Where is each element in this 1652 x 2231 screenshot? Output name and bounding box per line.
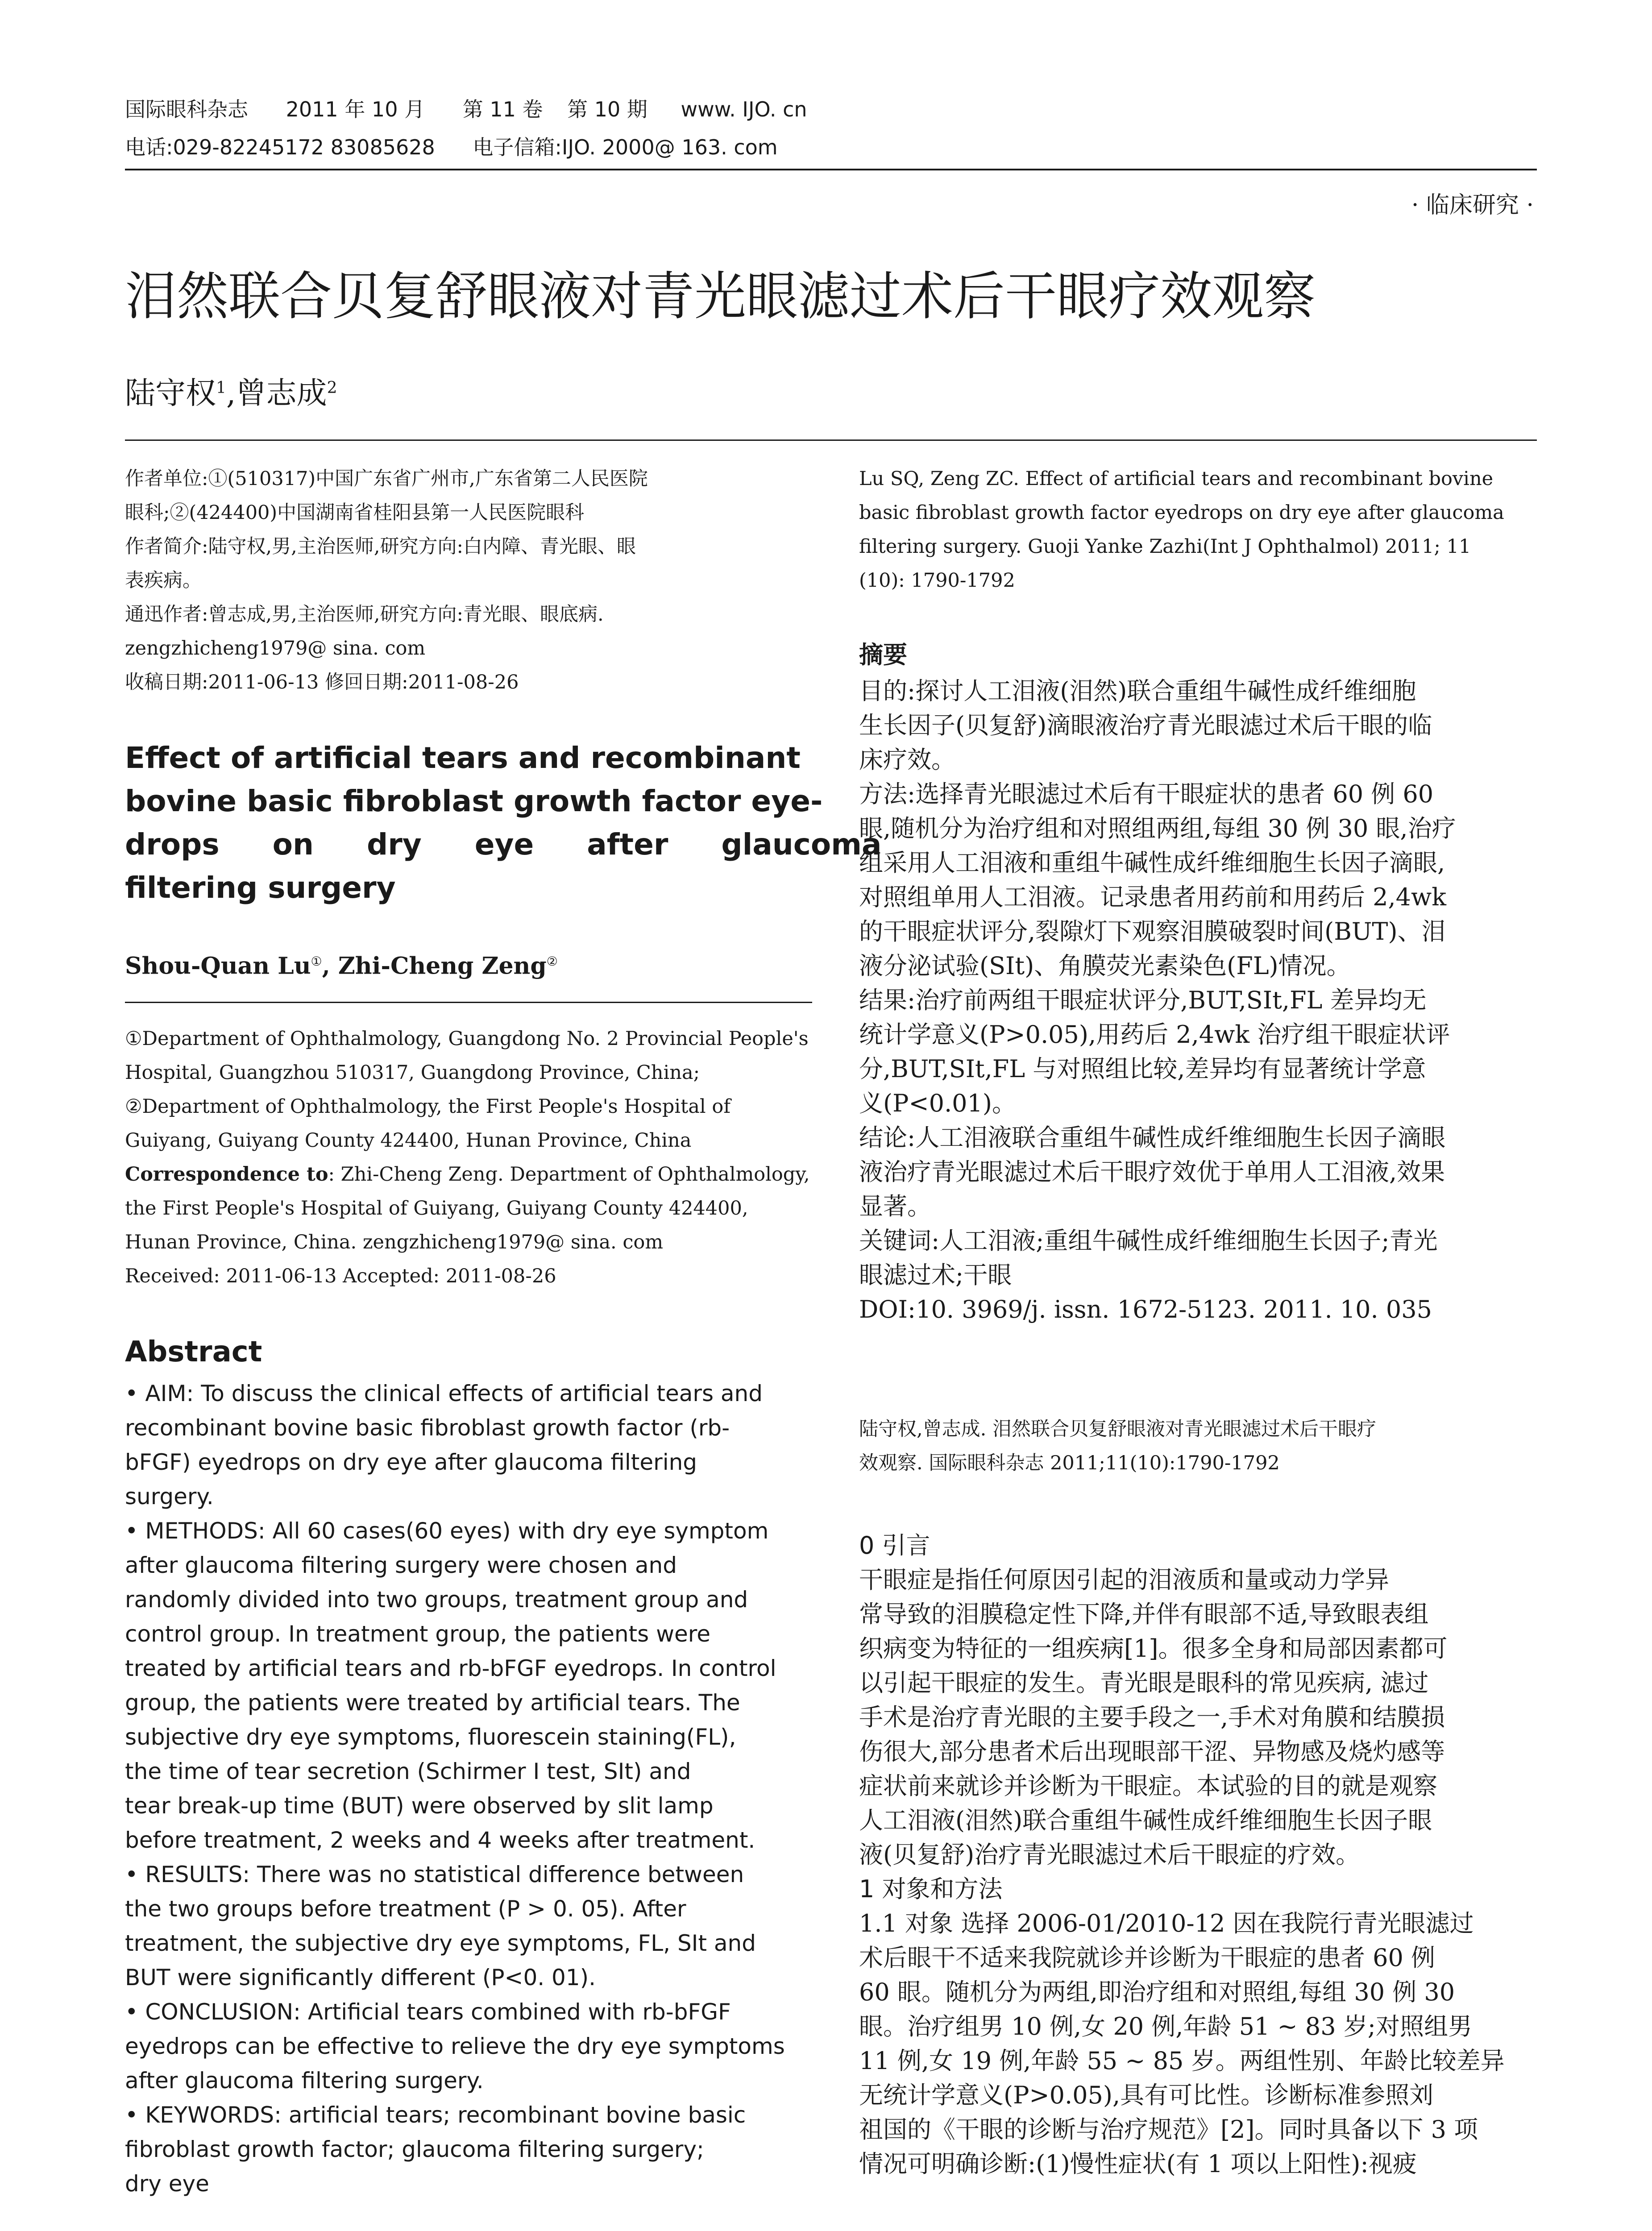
correspondence-line: Hunan Province, China. zengzhicheng1979@ sina. com (125, 1231, 664, 1253)
abstract-line: surgery. (125, 1484, 214, 1509)
abstract-cn-line: 生长因子(贝复舒)滴眼液治疗青光眼滤过术后干眼的临 (859, 711, 1432, 739)
abstract-line: before treatment, 2 weeks and 4 weeks after treatment. (125, 1827, 755, 1853)
author-1-en: Shou-Quan Lu (125, 952, 311, 980)
intro-line: 织病变为特征的一组疾病[1]。很多全身和局部因素都可 (859, 1634, 1448, 1663)
abstract-cn-line: 分,BUT,SⅠt,FL 与对照组比较,差异均有显著统计学意 (859, 1055, 1426, 1083)
methods-heading: 1 对象和方法 (859, 1875, 1003, 1903)
journal-header-line1 (125, 96, 838, 123)
abstract-cn-line: 组采用人工泪液和重组牛碱性成纤维细胞生长因子滴眼, (859, 849, 1445, 877)
citation-line: (10): 1790-1792 (859, 569, 1015, 592)
abstract-line: • KEYWORDS: artificial tears; recombinant bovine basic (125, 2102, 746, 2128)
abstract-line: recombinant bovine basic fibroblast growth factor (rb- (125, 1415, 730, 1441)
website: www. IJO. cn (681, 97, 807, 121)
methods-line: 眼。治疗组男 10 例,女 20 例,年龄 51 ~ 83 岁;对照组男 (859, 2012, 1472, 2040)
correspondence-line: Correspondence to: Zhi-Cheng Zeng. Department of Ophthalmology, (125, 1163, 810, 1186)
abstract-cn-line: 方法:选择青光眼滤过术后有干眼症状的患者 60 例 60 (859, 780, 1434, 808)
email: 电子信箱:IJO. 2000@ 163. com (473, 135, 778, 159)
abstract-heading: Abstract (125, 1335, 262, 1368)
affiliation-line: ①Department of Ophthalmology, Guangdong No. 2 Provincial People's (125, 1028, 809, 1050)
author-sep: , (226, 376, 236, 411)
abstract-cn-line: 对照组单用人工泪液。记录患者用药前和用药后 2,4wk (859, 883, 1446, 911)
intro-line: 常导致的泪膜稳定性下降,并伴有眼部不适,导致眼表组 (859, 1600, 1429, 1628)
author-info-line: 表疾病。 (125, 569, 202, 592)
abstract-cn-line: 床疗效。 (859, 746, 955, 774)
abstract-cn-line: 眼滤过术;干眼 (859, 1261, 1012, 1289)
author-sep-en: , (322, 952, 338, 980)
abstract-cn-line: 结果:治疗前两组干眼症状评分,BUT,SⅠt,FL 差异均无 (859, 986, 1427, 1014)
author-1-cn: 陆守权 (125, 376, 216, 411)
citation-cn-line: 效观察. 国际眼科杂志 2011;11(10):1790-1792 (859, 1452, 1280, 1474)
abstract-line: after glaucoma filtering surgery. (125, 2068, 484, 2094)
abstract-line: control group. In treatment group, the patients were (125, 1621, 710, 1647)
abstract-cn-line: 目的:探讨人工泪液(泪然)联合重组牛碱性成纤维细胞 (859, 677, 1416, 705)
affiliation-en (125, 1022, 812, 1293)
citation-cn-line: 陆守权,曾志成. 泪然联合贝复舒眼液对青光眼滤过术后干眼疗 (859, 1418, 1377, 1440)
author-2-mark: ② (546, 954, 558, 969)
page-title: 泪然联合贝复舒眼液对青光眼滤过术后干眼疗效观察 (125, 266, 1316, 327)
abstract-line: • METHODS: All 60 cases(60 eyes) with dry eye symptom (125, 1518, 769, 1544)
authors-en (125, 946, 558, 982)
citation-en (859, 462, 1537, 597)
abstract-cn-line: 结论:人工泪液联合重组牛碱性成纤维细胞生长因子滴眼 (859, 1124, 1446, 1152)
section-tag: · 临床研究 · (1411, 192, 1534, 219)
abstract-line: • AIM: To discuss the clinical effects of artificial tears and (125, 1381, 763, 1406)
abstract-cn-line: 关键词:人工泪液;重组牛碱性成纤维细胞生长因子;青光 (859, 1227, 1438, 1255)
methods-line: 术后眼干不适来我院就诊并诊断为干眼症的患者 60 例 (859, 1944, 1436, 1972)
header-rule (125, 169, 1537, 170)
affiliation-line: Guiyang, Guiyang County 424400, Hunan Province, China (125, 1129, 692, 1152)
methods-line: 祖国的《干眼的诊断与治疗规范》[2]。同时具备以下 3 项 (859, 2115, 1478, 2144)
abstract-cn-heading: 摘要 (859, 641, 907, 669)
abstract-line: after glaucoma filtering surgery were chosen and (125, 1552, 677, 1578)
author-2-en: Zhi-Cheng Zeng (338, 952, 547, 980)
author-info-line: 通迅作者:曾志成,男,主治医师,研究方向:青光眼、眼底病. (125, 603, 604, 626)
intro-line: 伤很大,部分患者术后出现眼部干涩、异物感及烧灼感等 (859, 1738, 1445, 1766)
authors-cn (125, 368, 337, 414)
affil-rule (125, 1002, 812, 1003)
abstract-line: bFGF) eyedrops on dry eye after glaucoma filtering (125, 1449, 697, 1475)
abstract-line: the two groups before treatment (P > 0. 05). After (125, 1896, 686, 1922)
citation-line: filtering surgery. Guoji Yanke Zazhi(Int J Ophthalmol) 2011; 11 (859, 535, 1471, 558)
title-en (125, 736, 882, 909)
abstract-line: the time of tear secretion (Schirmer Ⅰ test, SⅠt) and (125, 1758, 691, 1784)
abstract-cn-line: 的干眼症状评分,裂隙灯下观察泪膜破裂时间(BUT)、泪 (859, 917, 1446, 945)
title-en-line: bovine basic fibroblast growth factor eye- (125, 784, 823, 818)
abstract-cn-line: 显著。 (859, 1192, 931, 1220)
abstract-cn-line: 液治疗青光眼滤过术后干眼疗效优于单用人工泪液,效果 (859, 1158, 1445, 1186)
title-en-line: drops on dry eye after glaucoma (125, 827, 882, 862)
intro-line: 液(贝复舒)治疗青光眼滤过术后干眼症的疗效。 (859, 1841, 1360, 1869)
abstract-line: BUT were significantly different (P<0. 01). (125, 1965, 596, 1990)
author-info-line: 收稿日期:2011-06-13 修回日期:2011-08-26 (125, 671, 519, 693)
methods-line: 11 例,女 19 例,年龄 55 ~ 85 岁。两组性别、年龄比较差异 (859, 2047, 1505, 2075)
abstract-line: group, the patients were treated by artificial tears. The (125, 1690, 740, 1716)
title-rule (125, 440, 1537, 441)
title-en-line: Effect of artificial tears and recombinant (125, 741, 801, 775)
author-1-sup: 1 (216, 379, 226, 397)
author-info-line: 作者单位:①(510317)中国广东省广州市,广东省第二人民医院 (125, 468, 648, 490)
intro-line: 人工泪液(泪然)联合重组牛碱性成纤维细胞生长因子眼 (859, 1806, 1432, 1834)
author-info-line: zengzhicheng1979@ sina. com (125, 637, 426, 659)
abstract-line: treatment, the subjective dry eye symptoms, FL, SⅠt and (125, 1930, 756, 1956)
journal-name: 国际眼科杂志 (125, 97, 248, 121)
issue: 第 10 期 (567, 97, 648, 121)
abstract-line: • RESULTS: There was no statistical difference between (125, 1862, 744, 1887)
abstract-en (125, 1377, 812, 2201)
abstract-cn (859, 674, 1537, 1327)
affiliation-line: Hospital, Guangzhou 510317, Guangdong Province, China; (125, 1062, 700, 1084)
intro-line: 手术是治疗青光眼的主要手段之一,手术对角膜和结膜损 (859, 1703, 1445, 1731)
abstract-line: dry eye (125, 2171, 209, 2197)
correspondence-label: Correspondence to (125, 1163, 328, 1186)
abstract-line: randomly divided into two groups, treatment group and (125, 1587, 748, 1613)
methods-line: 60 眼。随机分为两组,即治疗组和对照组,每组 30 例 30 (859, 1978, 1455, 2006)
methods-line: 无统计学意义(P>0.05),具有可比性。诊断标准参照刘 (859, 2081, 1434, 2109)
title-en-line: filtering surgery (125, 871, 396, 905)
methods-line: 情况可明确诊断:(1)慢性症状(有 1 项以上阳性):视疲 (859, 2150, 1417, 2178)
issue-date: 2011 年 10 月 (286, 97, 425, 121)
intro-line: 干眼症是指任何原因引起的泪液质和量或动力学异 (859, 1566, 1389, 1594)
phone: 电话:029-82245172 83085628 (125, 135, 435, 159)
author-2-sup: 2 (327, 379, 337, 397)
journal-header-line2 (125, 134, 809, 161)
author-2-cn: 曾志成 (236, 376, 327, 411)
volume: 第 11 卷 (462, 97, 543, 121)
methods-line: 1.1 对象 选择 2006-01/2010-12 因在我院行青光眼滤过 (859, 1909, 1474, 1937)
author-info-cn (125, 462, 812, 699)
author-1-mark: ① (311, 954, 322, 969)
intro-line: 以引起干眼症的发生。青光眼是眼科的常见疾病, 滤过 (859, 1669, 1429, 1697)
abstract-line: subjective dry eye symptoms, fluorescein staining(FL), (125, 1724, 736, 1750)
abstract-cn-line: 液分泌试验(SⅠt)、角膜荧光素染色(FL)情况。 (859, 952, 1351, 980)
citation-line: Lu SQ, Zeng ZC. Effect of artificial tears and recombinant bovine (859, 468, 1494, 490)
citation-line: basic fibroblast growth factor eyedrops on dry eye after glaucoma (859, 502, 1504, 524)
affiliation-line: ②Department of Ophthalmology, the First People's Hospital of (125, 1095, 731, 1118)
abstract-line: • CONCLUSION: Artificial tears combined with rb-bFGF (125, 1999, 731, 2025)
abstract-line: eyedrops can be effective to relieve the dry eye symptoms (125, 2033, 785, 2059)
abstract-line: treated by artificial tears and rb-bFGF eyedrops. In control (125, 1655, 776, 1681)
citation-cn (859, 1412, 1537, 1480)
methods-body (859, 1906, 1537, 2181)
received-line: Received: 2011-06-13 Accepted: 2011-08-26 (125, 1265, 556, 1287)
abstract-cn-line: 眼,随机分为治疗组和对照组两组,每组 30 例 30 眼,治疗 (859, 814, 1456, 842)
intro-heading: 0 引言 (859, 1531, 930, 1559)
abstract-cn-line: 统计学意义(P>0.05),用药后 2,4wk 治疗组干眼症状评 (859, 1020, 1450, 1049)
intro-body (859, 1563, 1537, 1872)
intro-line: 症状前来就诊并诊断为干眼症。本试验的目的就是观察 (859, 1772, 1437, 1800)
author-info-line: 作者简介:陆守权,男,主治医师,研究方向:白内障、青光眼、眼 (125, 535, 636, 558)
correspondence-line: the First People's Hospital of Guiyang, Guiyang County 424400, (125, 1197, 748, 1219)
author-info-line: 眼科;②(424400)中国湖南省桂阳县第一人民医院眼科 (125, 502, 585, 524)
abstract-line: fibroblast growth factor; glaucoma filtering surgery; (125, 2136, 704, 2162)
abstract-line: tear break-up time (BUT) were observed by slit lamp (125, 1793, 714, 1819)
abstract-cn-line: 义(P<0.01)。 (859, 1089, 1016, 1117)
doi: DOI:10. 3969/j. issn. 1672-5123. 2011. 10. 035 (859, 1295, 1432, 1323)
